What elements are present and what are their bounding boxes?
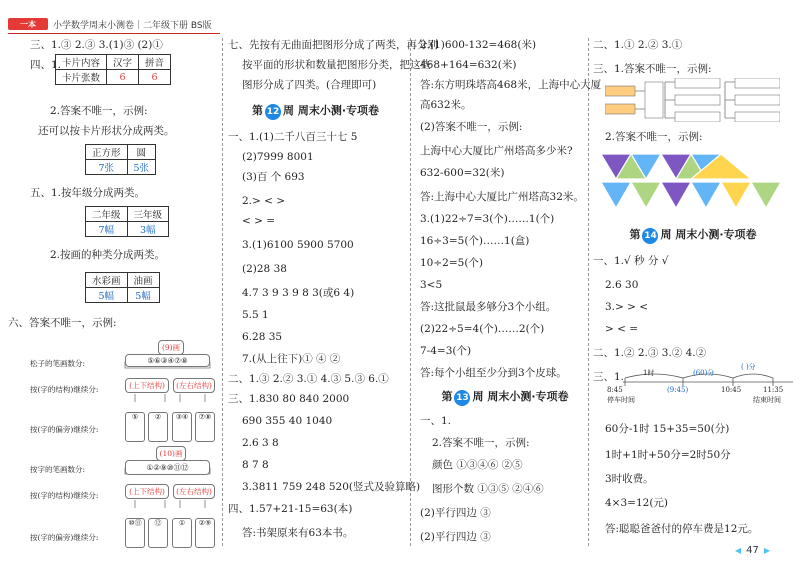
tree-node: (左右结构)	[173, 484, 215, 499]
answer-line: 颜色 ①③④⑥ ②⑤	[432, 459, 523, 471]
answer-line: 答:东方明珠塔高468米，上海中心大厦	[420, 79, 602, 91]
table-cell: 7张	[86, 160, 128, 175]
answer-line: 2.答案不唯一，示例:	[50, 105, 148, 117]
page-footer	[735, 545, 770, 556]
table-cell: 圆	[127, 145, 156, 160]
answer-line: 690 355 40 1040	[242, 415, 333, 427]
timeline-label: 11:35	[763, 386, 784, 394]
week-number-badge: 14	[642, 228, 658, 244]
paint-table	[85, 272, 160, 303]
answer-line: 7.(从上往下)① ④ ②	[242, 353, 341, 365]
answer-line: 四、1.57+21-15=63(本)	[228, 503, 353, 515]
classification-diagram	[605, 78, 780, 122]
brand-logo: 一本	[8, 18, 48, 30]
answer-line: 8 7 8	[242, 459, 269, 471]
table-cell: 5张	[127, 160, 156, 175]
answer-line: 2.按画的种类分成两类。	[50, 249, 166, 261]
answer-line: 60分-1时 15+35=50(分)	[605, 423, 730, 435]
answer-line: 图形分成了四类。(合理即可)	[242, 79, 377, 91]
week-14-title: 第 14 周 周末小测·专项卷	[593, 226, 793, 244]
timeline-label: 结束时间	[753, 396, 781, 404]
timeline-label: 1时	[643, 369, 655, 377]
answer-line: 三、1.答案不唯一，示例:	[593, 63, 712, 75]
answer-line: 5.5 1	[242, 309, 269, 321]
answer-line: 答:书架原来有63本书。	[242, 527, 354, 539]
column-divider	[410, 38, 411, 546]
table-cell: 7幅	[86, 222, 128, 237]
timeline-label: 10:45	[721, 386, 742, 394]
answer-line: 二、1.① 2.② 3.①	[593, 39, 683, 51]
shape-table	[85, 144, 156, 175]
answer-line: > < =	[605, 323, 639, 335]
answer-line: 答:每个小组至少分到3个皮球。	[420, 367, 567, 379]
table-cell: 6	[107, 70, 139, 85]
answer-line: 3时收费。	[605, 473, 654, 485]
page-header	[8, 16, 212, 32]
tree-leaf: ⑤	[125, 412, 145, 442]
table-cell: 油画	[127, 273, 159, 288]
answer-line: 1时+1时+50分=2时50分	[605, 449, 731, 461]
answer-line: 三、1.③ 2.③ 3.(1)③ (2)①	[30, 39, 163, 51]
table-cell: 卡片张数	[56, 70, 107, 85]
answer-line: 六、答案不唯一，示例:	[8, 317, 117, 329]
book-title: 小学数学周末小测卷｜二年级下册 BS版	[53, 20, 212, 31]
answer-line: (2)7999 8001	[242, 151, 314, 163]
answer-line: 7-4=3(个)	[420, 345, 472, 357]
tree-node: ⑤⑥③④⑦⑧	[125, 354, 210, 367]
tree-label: 按(字的结构)继续分:	[30, 491, 99, 500]
answer-line: (3)百 个 693	[242, 171, 305, 183]
answer-line: 2.> < >	[242, 195, 286, 207]
answer-line: (2)平行四边 ③	[420, 531, 491, 543]
answer-line: 答:上海中心大厦比广州塔高32米。	[420, 191, 584, 203]
answer-column-3	[420, 38, 602, 546]
table-cell: 汉字	[107, 55, 139, 70]
week-12-title: 第 12 周 周末小测·专项卷	[228, 102, 403, 120]
answer-column-1	[8, 38, 215, 546]
page-number: 47	[746, 545, 759, 556]
answer-line: 按平面的形状和数量把图形分类，把这些	[242, 59, 431, 71]
tree-leaf: ①	[172, 518, 192, 548]
answer-line: 三、1.830 80 840 2000	[228, 393, 350, 405]
tree-label: 按(字的偏旁)继续分:	[30, 425, 99, 434]
card-table	[55, 54, 171, 85]
answer-line: 2.答案不唯一，示例:	[605, 131, 703, 143]
answer-line: 上海中心大厦比广州塔高多少米?	[420, 145, 573, 157]
tree-leaf: ②	[148, 412, 168, 442]
triangle-right-icon: ▶	[763, 546, 770, 555]
tree-label: 松子的笔画数分:	[30, 359, 86, 368]
answer-line: 五、1.按年级分成两类。	[30, 187, 146, 199]
classification-tree	[30, 340, 215, 562]
answer-line: 3.3811 759 248 520(竖式及验算略)	[242, 481, 421, 493]
week-number-badge: 12	[265, 104, 281, 120]
tree-node: ①②⑨⑩⑪⑫	[125, 460, 210, 475]
answer-line: 一、1.	[420, 415, 452, 427]
answer-line: (2)28 38	[242, 263, 287, 275]
answer-column-4	[593, 38, 793, 546]
answer-column-2	[228, 38, 438, 546]
answer-line: 4.7 3 9 3 9 8 3(或6 4)	[242, 287, 355, 299]
tree-label: 按(字的偏旁)继续分:	[30, 533, 99, 542]
tree-leaf: ②⑨	[195, 518, 215, 548]
grade-table	[85, 206, 169, 237]
table-cell: 卡片内容	[56, 55, 107, 70]
table-cell: 3幅	[127, 222, 169, 237]
week-13-title: 第 13 周 周末小测·专项卷	[420, 388, 590, 406]
table-cell: 5幅	[127, 288, 159, 303]
answer-line: 二、1.② 2.③ 3.② 4.②	[593, 347, 707, 359]
answer-line: < > =	[242, 215, 276, 227]
answer-line: 高632米。	[420, 99, 472, 111]
tree-leaf: ⑩⑪	[125, 518, 145, 548]
answer-line: 图形个数 ①③⑤ ②④⑥	[432, 483, 544, 495]
answer-line: 6.28 35	[242, 331, 283, 343]
tree-node: (上下结构)	[125, 378, 169, 393]
tree-leaf: ⑫	[148, 518, 168, 548]
answer-line: 二、1.③ 2.② 3.① 4.③ 5.③ 6.①	[228, 373, 389, 385]
answer-line: 2.答案不唯一，示例:	[432, 437, 530, 449]
answer-line: (2)平行四边 ③	[420, 507, 491, 519]
table-cell: 拼音	[139, 55, 171, 70]
table-cell: 二年级	[86, 207, 128, 222]
answer-line: 答:这批鼠最多够分3个小组。	[420, 301, 557, 313]
table-cell: 三年级	[127, 207, 169, 222]
timeline-label: (9:45)	[667, 386, 689, 394]
answer-line: 4×3=12(元)	[605, 497, 669, 509]
timeline-label: 8:45	[607, 386, 623, 394]
answer-line: 468+164=632(米)	[420, 59, 517, 71]
tree-node: (上下结构)	[125, 484, 169, 499]
timeline-label: ( )分	[741, 363, 756, 371]
tree-label: 按字的笔画数分:	[30, 465, 86, 474]
tree-node: (10)画	[156, 446, 186, 461]
tree-leaf: ③④	[172, 412, 192, 442]
answer-line: (2)答案不唯一，示例:	[420, 121, 523, 133]
answer-line: 还可以按卡片形状分成两类。	[38, 125, 175, 137]
table-cell: 5幅	[86, 288, 128, 303]
answer-line: 2.(1)600-132=468(米)	[420, 39, 537, 51]
timeline-label: 停车时间	[607, 396, 635, 404]
answer-line: 三、1.	[593, 371, 625, 383]
triangle-left-icon: ◀	[734, 546, 742, 555]
tree-label: 按(字的结构)继续分:	[30, 385, 99, 394]
answer-line: 3<5	[420, 279, 443, 291]
answer-line: 632-600=32(米)	[420, 167, 505, 179]
answer-line: 一、1.√ 秒 分 √	[593, 255, 669, 267]
answer-line: 答:聪聪爸爸付的停车费是12元。	[605, 523, 759, 535]
answer-line: 3.(1)22÷7=3(个)……1(个)	[420, 213, 555, 225]
answer-line: 一、1.(1)二千八百三十七 5	[228, 131, 358, 143]
answer-line: 2.6 3 8	[242, 437, 279, 449]
table-cell: 6	[139, 70, 171, 85]
answer-line: (2)22÷5=4(个)……2(个)	[420, 323, 545, 335]
tree-node: (9)画	[158, 340, 184, 355]
answer-line: 10÷2=5(个)	[420, 257, 484, 269]
timeline-label: (60)分	[693, 369, 715, 377]
column-divider	[222, 38, 223, 546]
answer-line: 2.6 30	[605, 279, 639, 291]
answer-line: 四、1.	[30, 59, 62, 71]
answer-line: 3.(1)6100 5900 5700	[242, 239, 354, 251]
table-cell: 正方形	[86, 145, 128, 160]
table-cell: 水彩画	[86, 273, 128, 288]
week-number-badge: 13	[454, 390, 470, 406]
answer-line: 七、先按有无曲面把图形分成了两类，再分别	[228, 39, 438, 51]
answer-line: 3.> > <	[605, 301, 649, 313]
header-divider	[8, 33, 220, 34]
triangle-tiling-figure	[601, 154, 781, 210]
tree-leaf: ⑦⑧	[195, 412, 215, 442]
answer-line: 16÷3=5(个)……1(盒)	[420, 235, 530, 247]
tree-node: (左右结构)	[173, 378, 215, 393]
